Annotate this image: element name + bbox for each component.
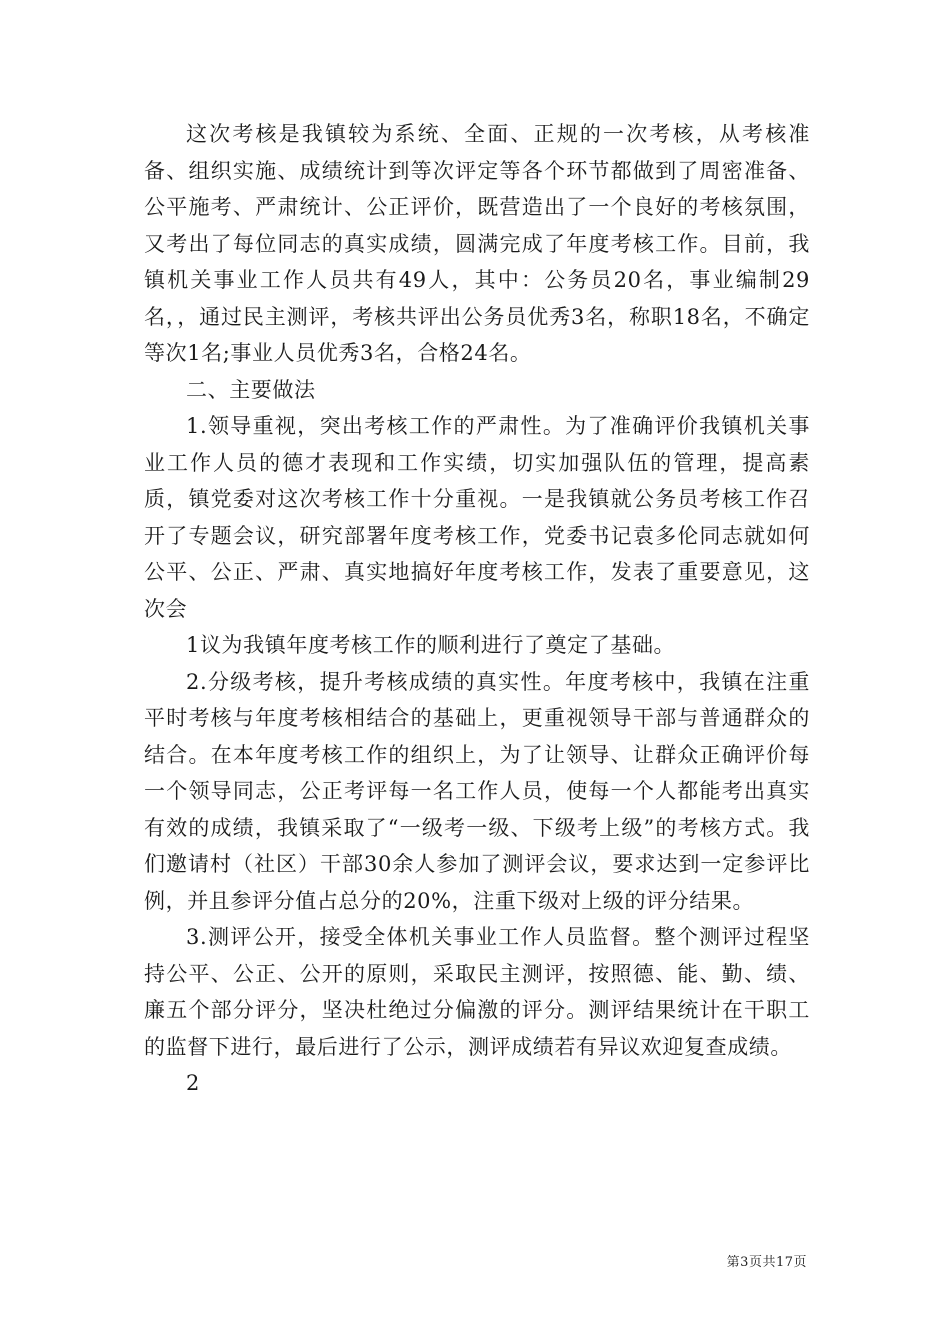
- paragraph-graded-assessment: 2.分级考核，提升考核成绩的真实性。年度考核中，我镇在注重平时考核与年度考核相结合的基础上，更重视领导干部与普通群众的结合。在本年度考核工作的组织上，为了让领导、让群众正确评价每一个领导同志，公正考评每一名工作人员，使每一个人都能考出真实有效的成绩，我镇采取了“一级考一级、下级考上级”的考核方式。我们邀请村（社区）干部30余人参加了测评会议，要求达到一定参评比例，并且参评分值占总分的20%，注重下级对上级的评分结果。: [144, 669, 810, 913]
- section-heading-main-practices: 二、主要做法: [186, 377, 316, 402]
- document-body: [144, 116, 810, 1102]
- inline-page-number: 2: [186, 1071, 200, 1095]
- paragraph-open-evaluation: 3.测评公开，接受全体机关事业工作人员监督。整个测评过程坚持公平、公正、公开的原则，采取民主测评，按照德、能、勤、绩、廉五个部分评分，坚决杜绝过分偏激的评分。测评结果统计在干职工的监督下进行，最后进行了公示，测评成绩若有异议欢迎复查成绩。: [144, 925, 810, 1059]
- page-footer: 第3页共17页: [726, 1255, 807, 1270]
- paragraph-exam-summary: 这次考核是我镇较为系统、全面、正规的一次考核，从考核准备、组织实施、成绩统计到等次评定等各个环节都做到了周密准备、公平施考、严肃统计、公正评价，既营造出了一个良好的考核氛围，又考出了每位同志的真实成绩，圆满完成了年度考核工作。目前，我镇机关事业工作人员共有49人，其中：公务员20名，事业编制29名，，通过民主测评，考核共评出公务员优秀3名，称职18名，不确定等次1名;事业人员优秀3名，合格24名。: [144, 122, 810, 365]
- paragraph-meeting-foundation: 1议为我镇年度考核工作的顺利进行了奠定了基础。: [186, 633, 676, 657]
- paragraph-leadership: 1.领导重视，突出考核工作的严肃性。为了准确评价我镇机关事业工作人员的德才表现和工作实绩，切实加强队伍的管理，提高素质，镇党委对这次考核工作十分重视。一是我镇就公务员考核工作召开了专题会议，研究部署年度考核工作，党委书记袁多伦同志就如何公平、公正、严肃、真实地搞好年度考核工作，发表了重要意见，这次会: [144, 414, 810, 621]
